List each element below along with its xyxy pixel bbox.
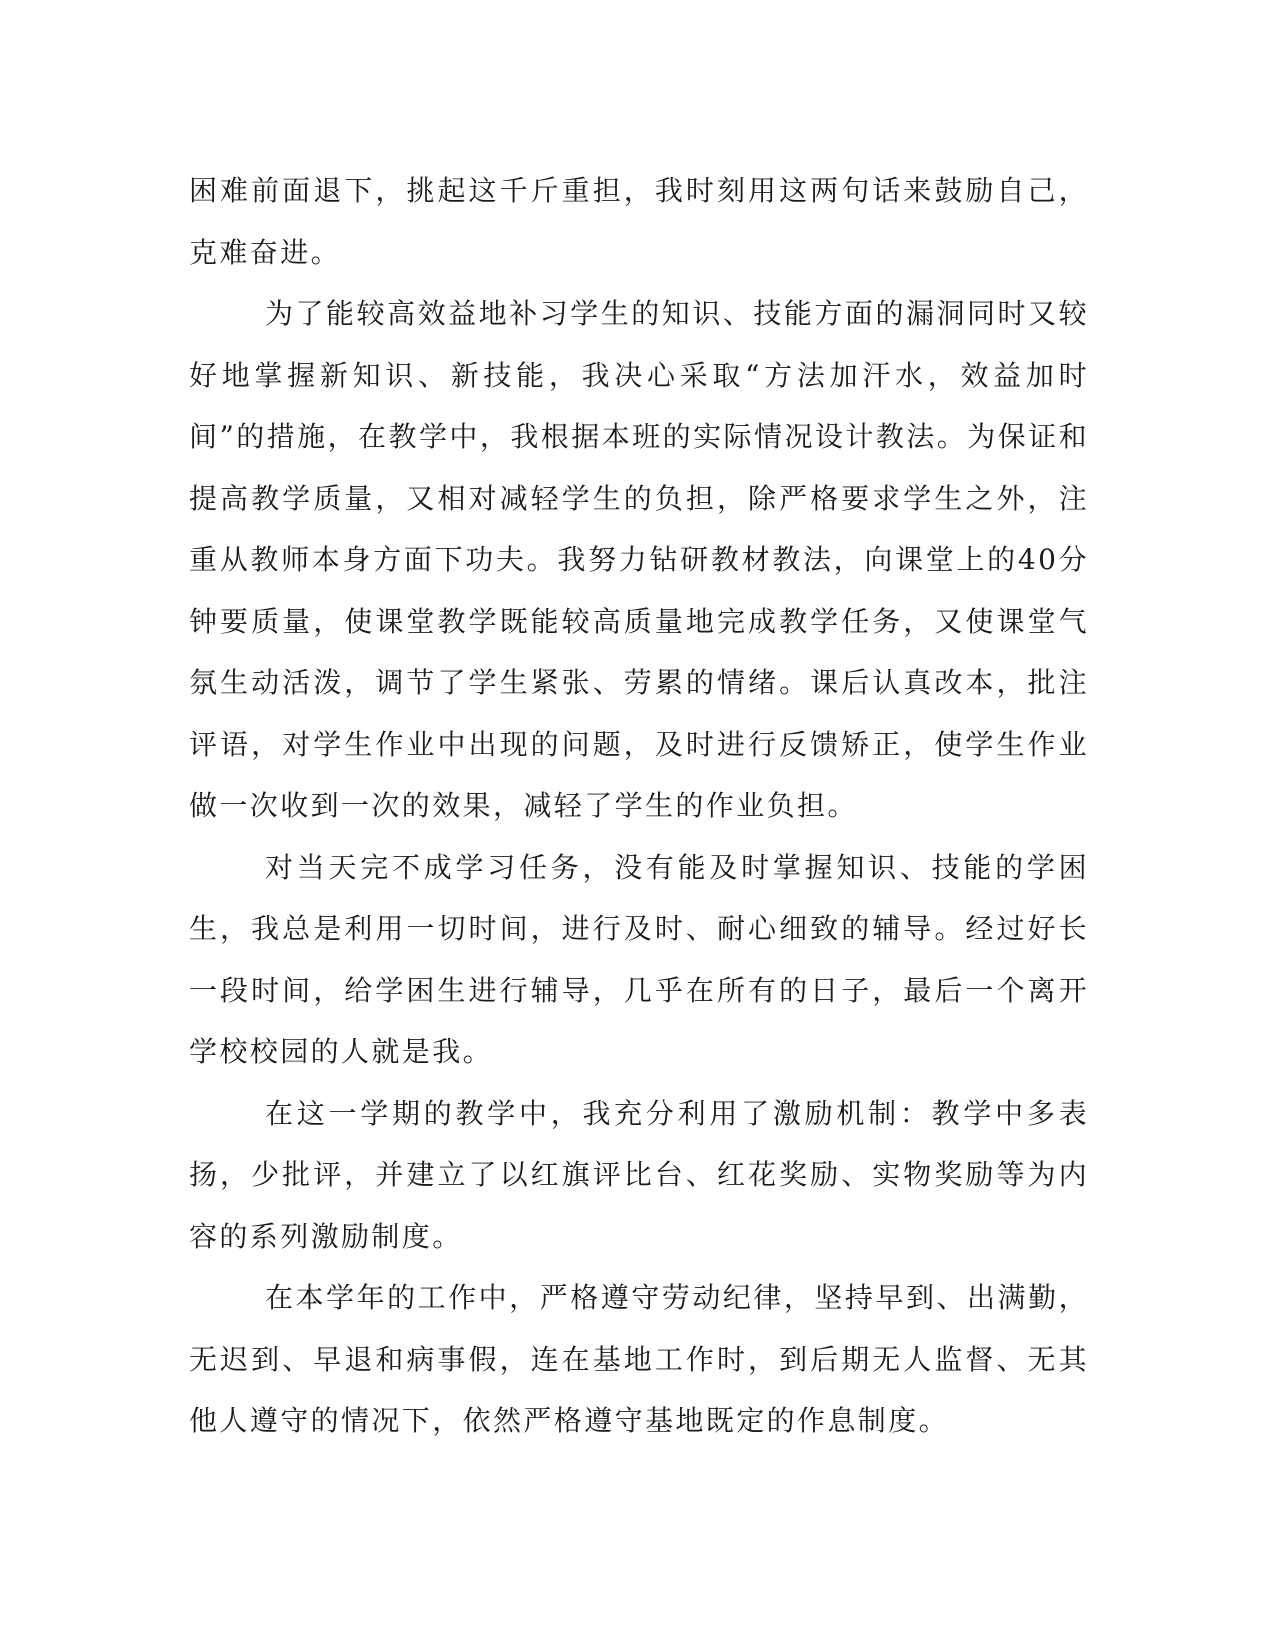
paragraph-discipline: 在本学年的工作中，严格遵守劳动纪律，坚持早到、出满勤，无迟到、早退和病事假，连在基地工作时，到后期无人监督、无其他人遵守的情况下，依然严格遵守基地既定的作息制度。	[189, 1281, 1089, 1437]
document-body	[189, 160, 1089, 1452]
paragraph-tutoring: 对当天完不成学习任务，没有能及时掌握知识、技能的学困生，我总是利用一切时间，进行及时、耐心细致的辅导。经过好长一段时间，给学困生进行辅导，几乎在所有的日子，最后一个离开学校校园的人就是我。	[189, 850, 1089, 1068]
paragraph-continuation: 困难前面退下，挑起这千斤重担，我时刻用这两句话来鼓励自己，克难奋进。	[189, 174, 1089, 269]
paragraph-incentives: 在这一学期的教学中，我充分利用了激励机制：教学中多表扬，少批评，并建立了以红旗评比台、红花奖励、实物奖励等为内容的系列激励制度。	[189, 1096, 1089, 1253]
paragraph-teaching-methods: 为了能较高效益地补习学生的知识、技能方面的漏洞同时又较好地掌握新知识、新技能，我决心采取“方法加汗水，效益加时间”的措施，在教学中，我根据本班的实际情况设计教法。为保证和提高教学质量，又相对减轻学生的负担，除严格要求学生之外，注重从教师本身方面下功夫。我努力钻研教材教法，向课堂上的40分钟要质量，使课堂教学既能较高质量地完成教学任务，又使课堂气氛生动活泼，调节了学生紧张、劳累的情绪。课后认真改本，批注评语，对学生作业中出现的问题，及时进行反馈矫正，使学生作业做一次收到一次的效果，减轻了学生的作业负担。	[189, 297, 1089, 822]
